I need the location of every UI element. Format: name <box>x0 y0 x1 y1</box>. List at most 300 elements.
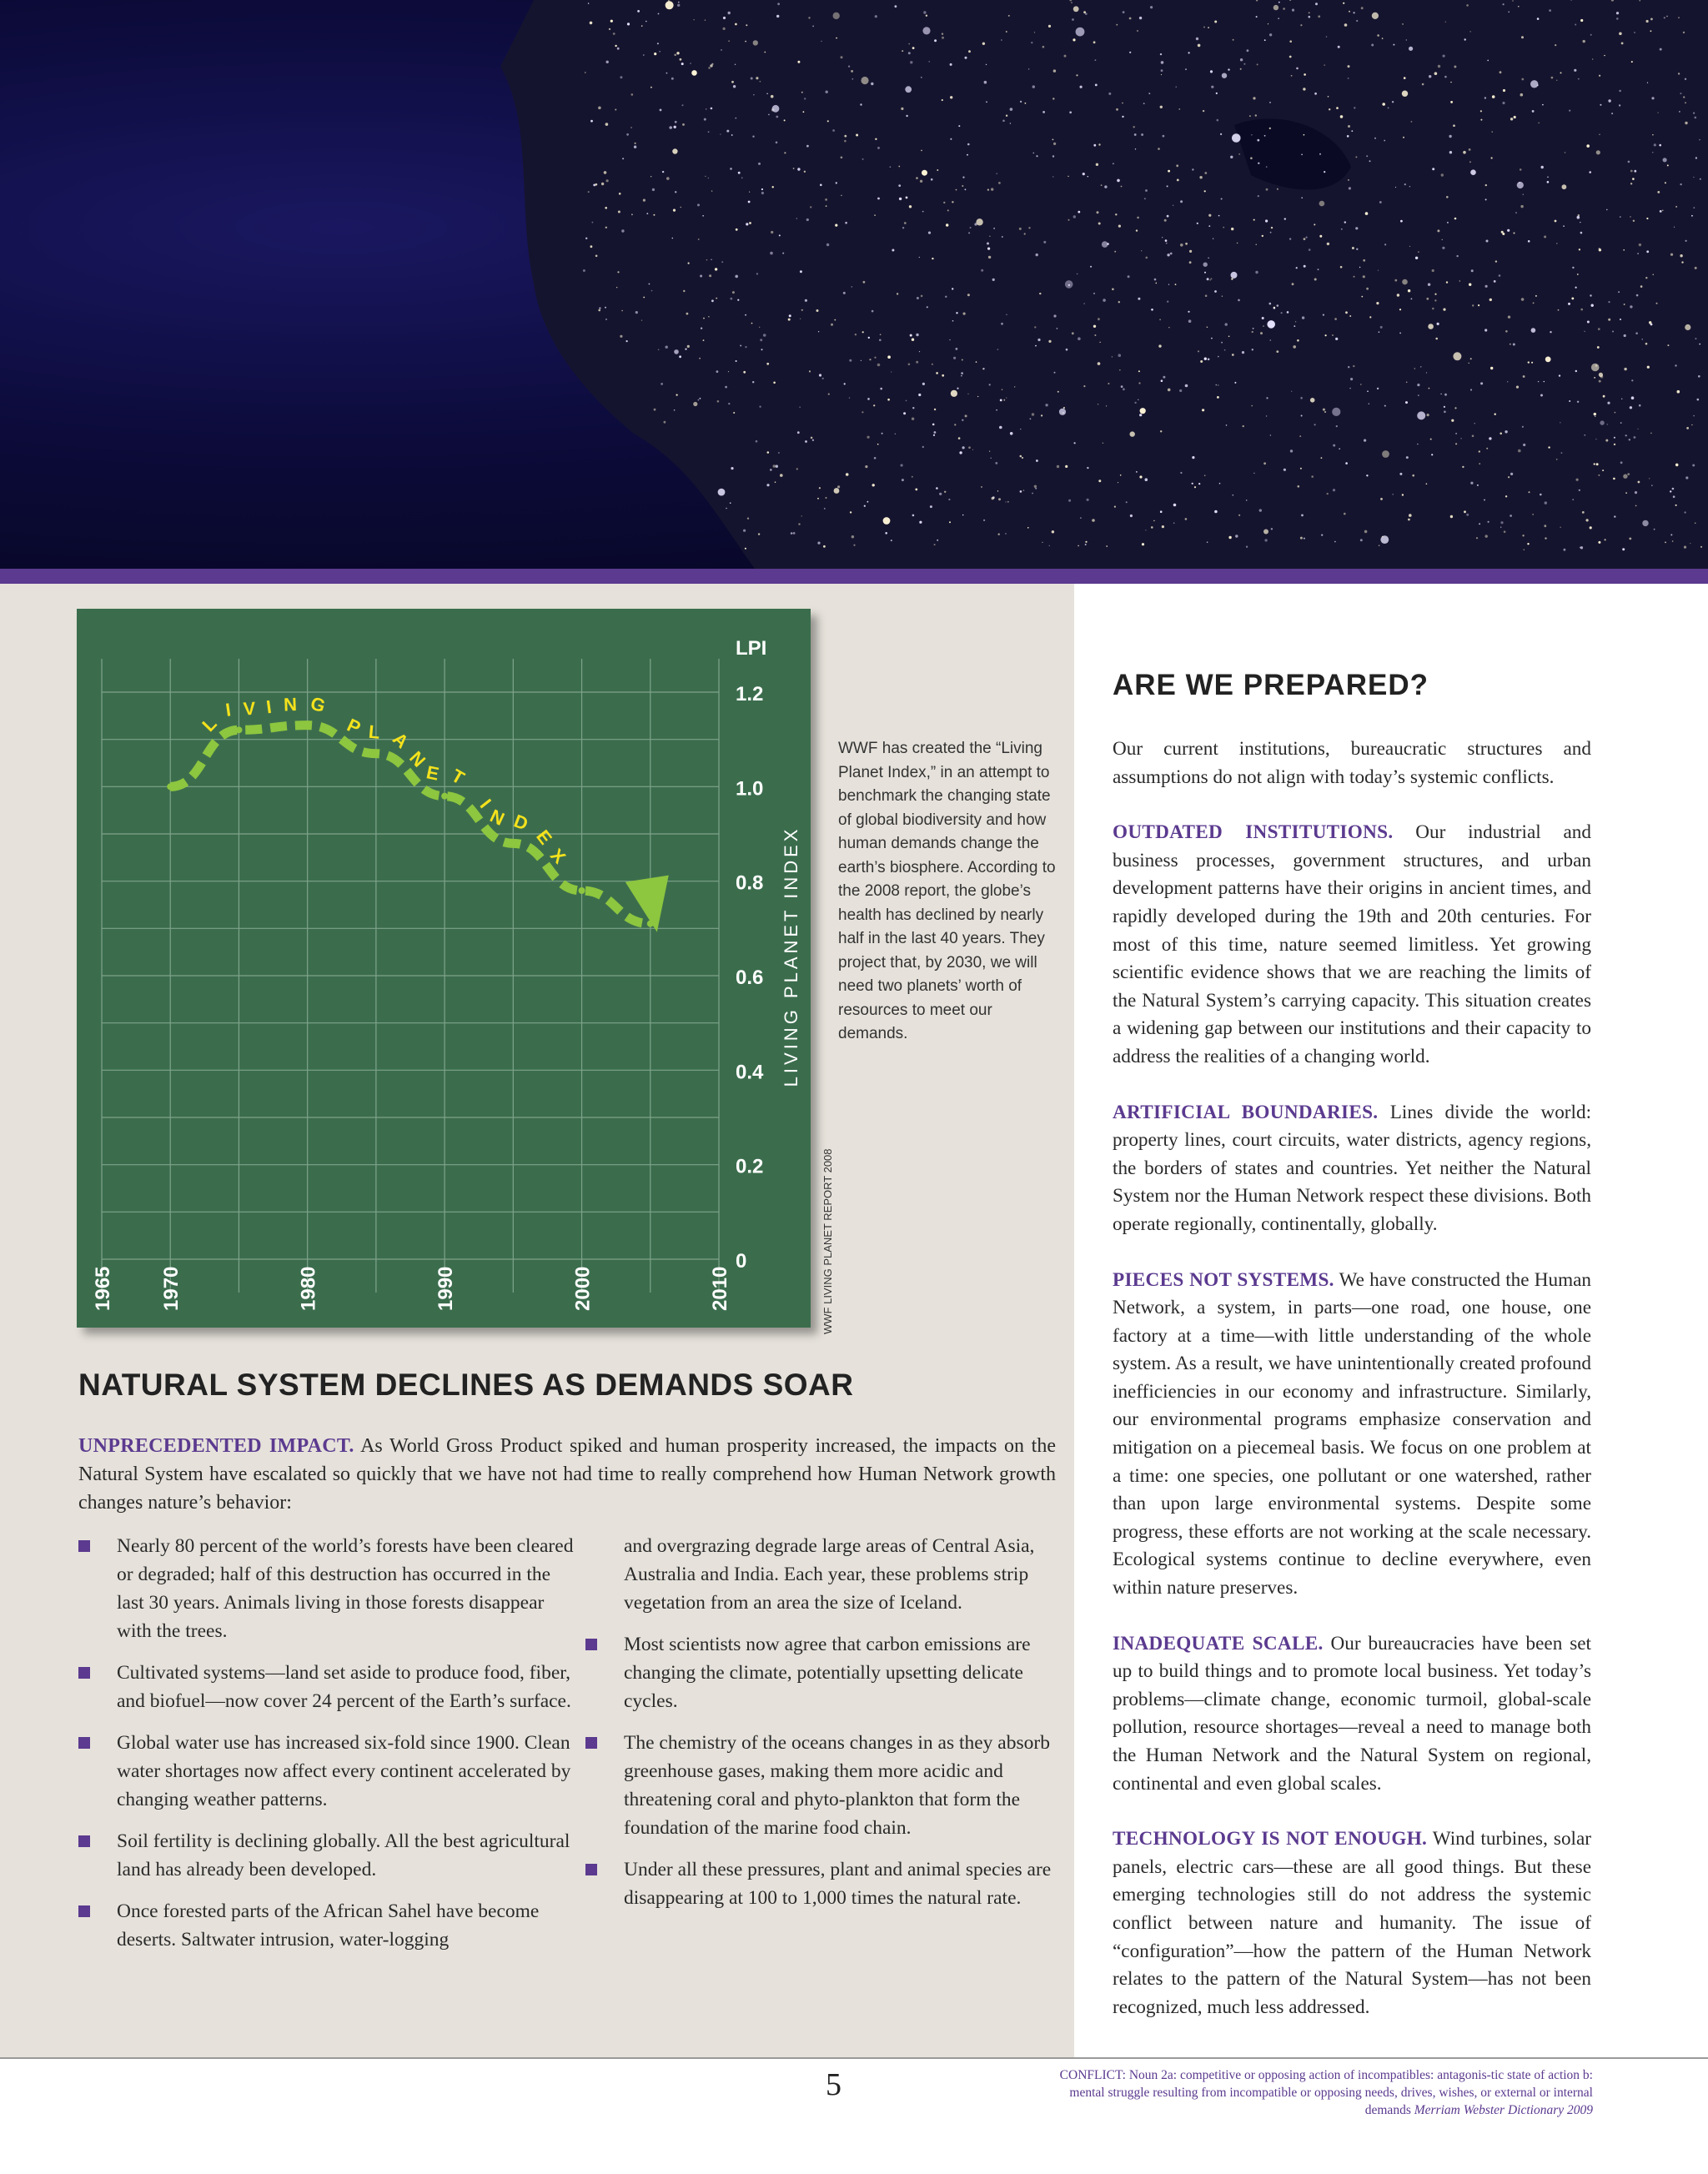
curve-label <box>198 692 578 876</box>
city-light <box>1572 499 1574 500</box>
city-light <box>1247 49 1249 52</box>
city-light <box>834 319 836 321</box>
city-light <box>1128 275 1130 278</box>
city-light <box>1300 468 1302 469</box>
city-light <box>1116 24 1118 26</box>
city-light <box>637 10 640 13</box>
city-light <box>1098 404 1099 405</box>
city-light <box>1630 183 1632 184</box>
city-light <box>1098 479 1101 482</box>
city-light <box>1616 18 1619 20</box>
city-light <box>1616 12 1619 14</box>
city-light <box>1490 367 1493 369</box>
city-light <box>1429 75 1431 78</box>
city-light <box>1453 352 1461 360</box>
city-light <box>805 440 807 443</box>
city-light <box>1620 422 1622 424</box>
city-light <box>1158 344 1161 347</box>
city-light <box>1334 541 1336 543</box>
city-light <box>1226 424 1228 426</box>
city-light <box>919 351 920 352</box>
city-light <box>992 279 995 281</box>
city-light <box>746 223 748 225</box>
city-light <box>745 548 746 550</box>
city-light <box>803 111 805 113</box>
city-light <box>1150 6 1153 8</box>
city-light <box>1434 299 1436 301</box>
chart-credit: WWF LIVING PLANET REPORT 2008 <box>821 1148 834 1334</box>
city-light <box>1208 359 1210 361</box>
city-light <box>1382 103 1385 106</box>
city-light <box>1380 498 1383 500</box>
city-light <box>704 118 706 121</box>
city-light <box>1420 366 1421 367</box>
city-light <box>1052 176 1053 177</box>
city-light <box>1403 137 1404 138</box>
city-light <box>1291 391 1292 392</box>
city-light <box>646 21 647 23</box>
city-light <box>1672 540 1674 542</box>
city-light <box>736 228 738 231</box>
city-light <box>1260 332 1263 334</box>
city-light <box>1560 527 1561 528</box>
right-intro: Our current institutions, bureaucratic structures and assumptions do not align with today’s systemic conflicts. <box>1113 738 1591 788</box>
city-light <box>1431 454 1433 455</box>
city-light <box>1350 378 1353 380</box>
city-light <box>1380 326 1383 329</box>
city-light <box>1480 119 1482 121</box>
city-light <box>702 215 704 217</box>
city-light <box>982 43 985 45</box>
city-light <box>1537 18 1540 20</box>
city-light <box>1068 284 1070 286</box>
city-light <box>1098 318 1100 320</box>
city-light <box>1277 304 1279 307</box>
city-light <box>1561 452 1563 454</box>
city-light <box>610 20 613 23</box>
city-light <box>1139 475 1142 478</box>
city-light <box>1450 101 1453 103</box>
city-light <box>1083 11 1086 13</box>
city-light <box>1548 446 1550 448</box>
city-light <box>939 493 942 495</box>
city-light <box>1300 537 1303 540</box>
city-light <box>1329 108 1330 110</box>
city-light <box>931 178 933 181</box>
city-light <box>917 297 919 299</box>
city-light <box>860 103 862 105</box>
city-light <box>1141 250 1142 251</box>
city-light <box>1681 261 1683 263</box>
city-light <box>1048 340 1051 343</box>
city-light <box>1258 163 1259 164</box>
city-light <box>811 437 813 439</box>
city-light <box>1334 318 1337 320</box>
city-light <box>749 192 750 193</box>
x-tick-label: 2000 <box>571 1266 595 1311</box>
city-light <box>1117 179 1120 183</box>
city-light <box>1064 55 1067 58</box>
city-light <box>1209 279 1211 281</box>
city-light <box>808 17 810 18</box>
city-light <box>1672 488 1675 490</box>
city-light <box>1667 344 1669 346</box>
city-light <box>590 245 593 248</box>
city-light <box>615 109 616 111</box>
city-light <box>1344 513 1346 515</box>
city-light <box>1364 530 1368 534</box>
city-light <box>1500 521 1503 524</box>
city-light <box>759 327 760 328</box>
city-light <box>627 23 630 25</box>
city-light <box>942 37 944 39</box>
city-light <box>1296 267 1298 269</box>
city-light <box>1032 493 1033 495</box>
city-light <box>1216 93 1218 94</box>
city-light <box>989 451 990 452</box>
city-light <box>721 49 722 51</box>
city-light <box>1093 144 1096 147</box>
city-light <box>1415 257 1418 259</box>
city-light <box>711 190 712 191</box>
city-light <box>1256 244 1257 245</box>
city-light <box>1262 235 1263 237</box>
city-light <box>737 299 739 301</box>
city-light <box>598 309 600 312</box>
city-light <box>1239 153 1240 154</box>
city-light <box>1478 304 1479 306</box>
city-light <box>991 188 993 190</box>
city-light <box>1623 249 1625 251</box>
city-light <box>1057 328 1058 329</box>
city-light <box>1214 510 1218 514</box>
city-light <box>1444 394 1447 396</box>
city-light <box>1106 545 1108 547</box>
city-light <box>1522 426 1524 428</box>
section-outdated-institutions: OUTDATED INSTITUTIONS. Our industrial and business processes, government structures, and urban development patterns have their origins in ancient times, and rapidly developed during the 19th and 20th centuries. For most of this time, nature seemed limitless. Yet growing scientific evidence shows that we are reaching the limits of the Natural System’s carrying capacity. This situation creates a widening gap between our institutions and their capacity to address the realities of a changing world. <box>1113 821 1591 1067</box>
city-light <box>1253 328 1254 329</box>
city-light <box>906 197 908 199</box>
city-light <box>672 238 674 239</box>
city-light <box>606 61 609 63</box>
city-light <box>793 168 795 169</box>
city-light <box>1582 511 1585 514</box>
city-light <box>708 67 711 69</box>
city-light <box>715 268 717 270</box>
city-light <box>1505 430 1507 433</box>
bullet-square-icon <box>78 1905 90 1917</box>
city-light <box>1255 271 1258 274</box>
city-light <box>1036 155 1037 157</box>
city-light <box>1359 267 1360 268</box>
city-light <box>653 214 655 216</box>
city-light <box>1161 74 1162 75</box>
city-light <box>916 361 918 364</box>
city-light <box>1518 6 1519 7</box>
city-light <box>1611 113 1613 114</box>
city-light <box>1614 515 1615 517</box>
city-light <box>1300 24 1302 26</box>
city-light <box>1222 296 1223 297</box>
city-light <box>1646 20 1649 23</box>
city-light <box>933 434 935 436</box>
city-light <box>788 319 791 321</box>
city-light <box>1228 68 1229 70</box>
bullet-square-icon <box>585 1639 597 1650</box>
city-light <box>1484 329 1487 331</box>
section-pieces-not-systems: PIECES NOT SYSTEMS. We have constructed the Human Network, a system, in parts—one road, one house, one factory at a time—with little understanding of the whole system. As a result, we have unintentionally created profound inefficiencies in our economy and infrastructure. Similarly, our environmental programs emphasize conservation and mitigation on a piecemeal basis. We focus on one problem at a time: one species, one pollutant or one watershed, rather than upon large environmental systems. Despite some progress, these efforts are not working at the scale necessary. Ecological systems continue to decline everywhere, even within nature preserves. <box>1113 1268 1592 1599</box>
city-light <box>1377 388 1379 389</box>
city-light <box>615 45 616 47</box>
city-light <box>862 331 864 333</box>
city-light <box>1577 216 1580 219</box>
city-light <box>1599 248 1600 249</box>
city-light <box>1393 44 1394 46</box>
city-light <box>1141 133 1143 136</box>
city-light <box>679 355 681 358</box>
city-light <box>743 530 746 532</box>
city-light <box>1053 143 1056 145</box>
city-light <box>1430 439 1432 440</box>
city-light <box>728 12 731 14</box>
city-light <box>1549 9 1551 12</box>
city-light <box>1148 93 1150 94</box>
city-light <box>1204 358 1207 360</box>
city-light <box>771 95 774 98</box>
city-light <box>958 125 960 127</box>
city-light <box>735 275 738 279</box>
city-light <box>1265 219 1268 222</box>
list-item: Global water use has increased six-fold since 1900. Clean water shortages now affect every continent accelerated by changing weather patterns. <box>78 1729 579 1814</box>
city-light <box>1160 53 1162 55</box>
city-light <box>1608 319 1610 321</box>
data-point <box>441 793 448 800</box>
city-light <box>867 398 870 400</box>
city-light <box>1685 78 1686 80</box>
city-light <box>1207 327 1208 329</box>
city-light <box>1309 249 1311 251</box>
city-light <box>1596 150 1600 154</box>
city-light <box>828 394 830 395</box>
city-light <box>1555 220 1557 223</box>
city-light <box>817 498 819 500</box>
city-light <box>810 206 811 208</box>
city-light <box>826 205 827 207</box>
city-light <box>789 314 791 317</box>
city-light <box>1632 178 1635 180</box>
city-light <box>1348 78 1349 79</box>
series-vertical-label: LIVING PLANET INDEX <box>781 826 801 1087</box>
city-light <box>922 446 924 448</box>
city-light <box>926 15 927 17</box>
city-light <box>1580 19 1583 22</box>
city-light <box>1487 60 1489 62</box>
city-light <box>1104 185 1107 188</box>
city-light <box>1068 500 1071 502</box>
city-light <box>1231 278 1233 279</box>
city-light <box>761 192 764 194</box>
city-light <box>1005 501 1006 502</box>
city-light <box>658 349 660 351</box>
bullet-list-col2 <box>585 1532 1061 1925</box>
city-light <box>1695 267 1697 269</box>
city-light <box>590 22 593 25</box>
city-light <box>1464 510 1466 513</box>
city-light <box>1232 133 1241 143</box>
city-light <box>1273 5 1278 10</box>
city-light <box>906 400 907 402</box>
city-light <box>957 388 958 389</box>
city-light <box>726 508 727 510</box>
city-light <box>930 505 932 508</box>
city-light <box>752 381 754 383</box>
city-light <box>760 81 761 83</box>
city-light <box>657 43 659 44</box>
city-light <box>1388 107 1389 108</box>
city-light <box>887 399 890 401</box>
city-light <box>970 227 972 228</box>
city-light <box>1301 197 1303 198</box>
city-light <box>1512 0 1513 1</box>
city-light <box>897 293 898 294</box>
city-light <box>1355 156 1357 158</box>
city-light <box>674 409 676 411</box>
city-light <box>609 28 610 30</box>
city-light <box>1326 36 1327 37</box>
city-light <box>1442 247 1444 249</box>
city-light <box>782 253 784 254</box>
city-light <box>1000 399 1002 402</box>
city-light <box>1409 246 1410 247</box>
city-light <box>1635 505 1637 507</box>
city-light <box>1510 515 1512 517</box>
city-light <box>1034 32 1035 33</box>
city-light <box>1369 160 1371 162</box>
city-light <box>716 298 717 299</box>
city-light <box>1349 187 1351 189</box>
city-light <box>1691 424 1692 425</box>
city-light <box>1287 311 1289 314</box>
city-light <box>778 452 780 454</box>
city-light <box>1642 520 1648 526</box>
city-light <box>1418 251 1419 253</box>
city-light <box>766 363 769 365</box>
city-light <box>776 116 778 118</box>
city-light <box>1404 183 1406 185</box>
city-light <box>806 218 809 221</box>
city-light <box>1691 215 1693 217</box>
city-light <box>874 457 877 459</box>
city-light <box>1178 108 1180 110</box>
city-light <box>981 486 982 487</box>
city-light <box>761 188 763 190</box>
city-light <box>812 26 814 28</box>
city-light <box>1192 168 1193 170</box>
city-light <box>1283 8 1285 10</box>
city-light <box>804 171 806 173</box>
city-light <box>968 232 970 233</box>
city-light <box>693 19 694 20</box>
city-light <box>770 469 772 471</box>
city-light <box>972 449 973 450</box>
city-light <box>949 521 951 523</box>
city-light <box>800 270 802 273</box>
city-light <box>745 314 746 316</box>
city-light <box>752 136 754 138</box>
city-light <box>1057 465 1059 468</box>
city-light <box>861 77 868 84</box>
city-light <box>891 371 892 372</box>
city-light <box>1020 101 1022 103</box>
city-light <box>968 50 971 53</box>
city-light <box>843 292 846 294</box>
city-light <box>1138 298 1140 300</box>
city-light <box>1129 52 1131 53</box>
city-light <box>1257 139 1259 142</box>
city-light <box>605 227 607 228</box>
city-light <box>845 222 847 224</box>
city-light <box>922 170 927 176</box>
city-light <box>1698 375 1700 378</box>
list-item: Cultivated systems—land set aside to produce food, fiber, and biofuel—now cover 24 percent of the Earth’s surface. <box>78 1659 579 1715</box>
city-light <box>697 203 700 206</box>
city-light <box>773 382 776 384</box>
city-light <box>616 287 617 288</box>
city-light <box>1014 386 1015 387</box>
city-light <box>1418 394 1419 396</box>
city-light <box>999 426 1002 429</box>
city-light <box>646 213 648 214</box>
city-light <box>910 334 912 337</box>
city-light <box>1324 171 1325 173</box>
city-light <box>1392 101 1394 103</box>
city-light <box>1266 397 1268 399</box>
city-light <box>1450 515 1453 518</box>
city-light <box>1356 249 1358 250</box>
city-light <box>1233 495 1234 496</box>
city-light <box>1126 501 1128 503</box>
city-light <box>809 370 811 372</box>
city-light <box>1112 289 1114 291</box>
city-light <box>621 310 623 312</box>
city-light <box>779 234 781 236</box>
city-light <box>1624 368 1626 370</box>
section-artificial-boundaries: ARTIFICIAL BOUNDARIES. Lines divide the world: property lines, court circuits, water districts, agency regions, the borders of states and countries. Yet neither the Natural System nor the Human Network respect these divisions. Both operate regionally, continentally, globally. <box>1113 1101 1592 1235</box>
city-light <box>932 364 933 365</box>
city-light <box>1563 225 1565 227</box>
city-light <box>1635 332 1638 334</box>
city-light <box>1596 463 1599 465</box>
city-light <box>1006 397 1007 398</box>
city-light <box>771 231 773 233</box>
city-light <box>1222 73 1227 78</box>
city-light <box>1406 456 1409 459</box>
city-light <box>1363 259 1365 262</box>
city-light <box>1025 103 1027 104</box>
city-light <box>1010 432 1013 435</box>
city-light <box>1019 228 1022 230</box>
city-light <box>701 328 702 329</box>
city-light <box>1629 538 1631 540</box>
city-light <box>621 229 624 232</box>
city-light <box>1618 291 1620 293</box>
city-light <box>1076 74 1078 76</box>
city-light <box>1083 303 1084 304</box>
city-light <box>841 157 843 159</box>
city-light <box>716 370 719 373</box>
city-light <box>1583 40 1585 43</box>
city-light <box>1167 301 1168 303</box>
